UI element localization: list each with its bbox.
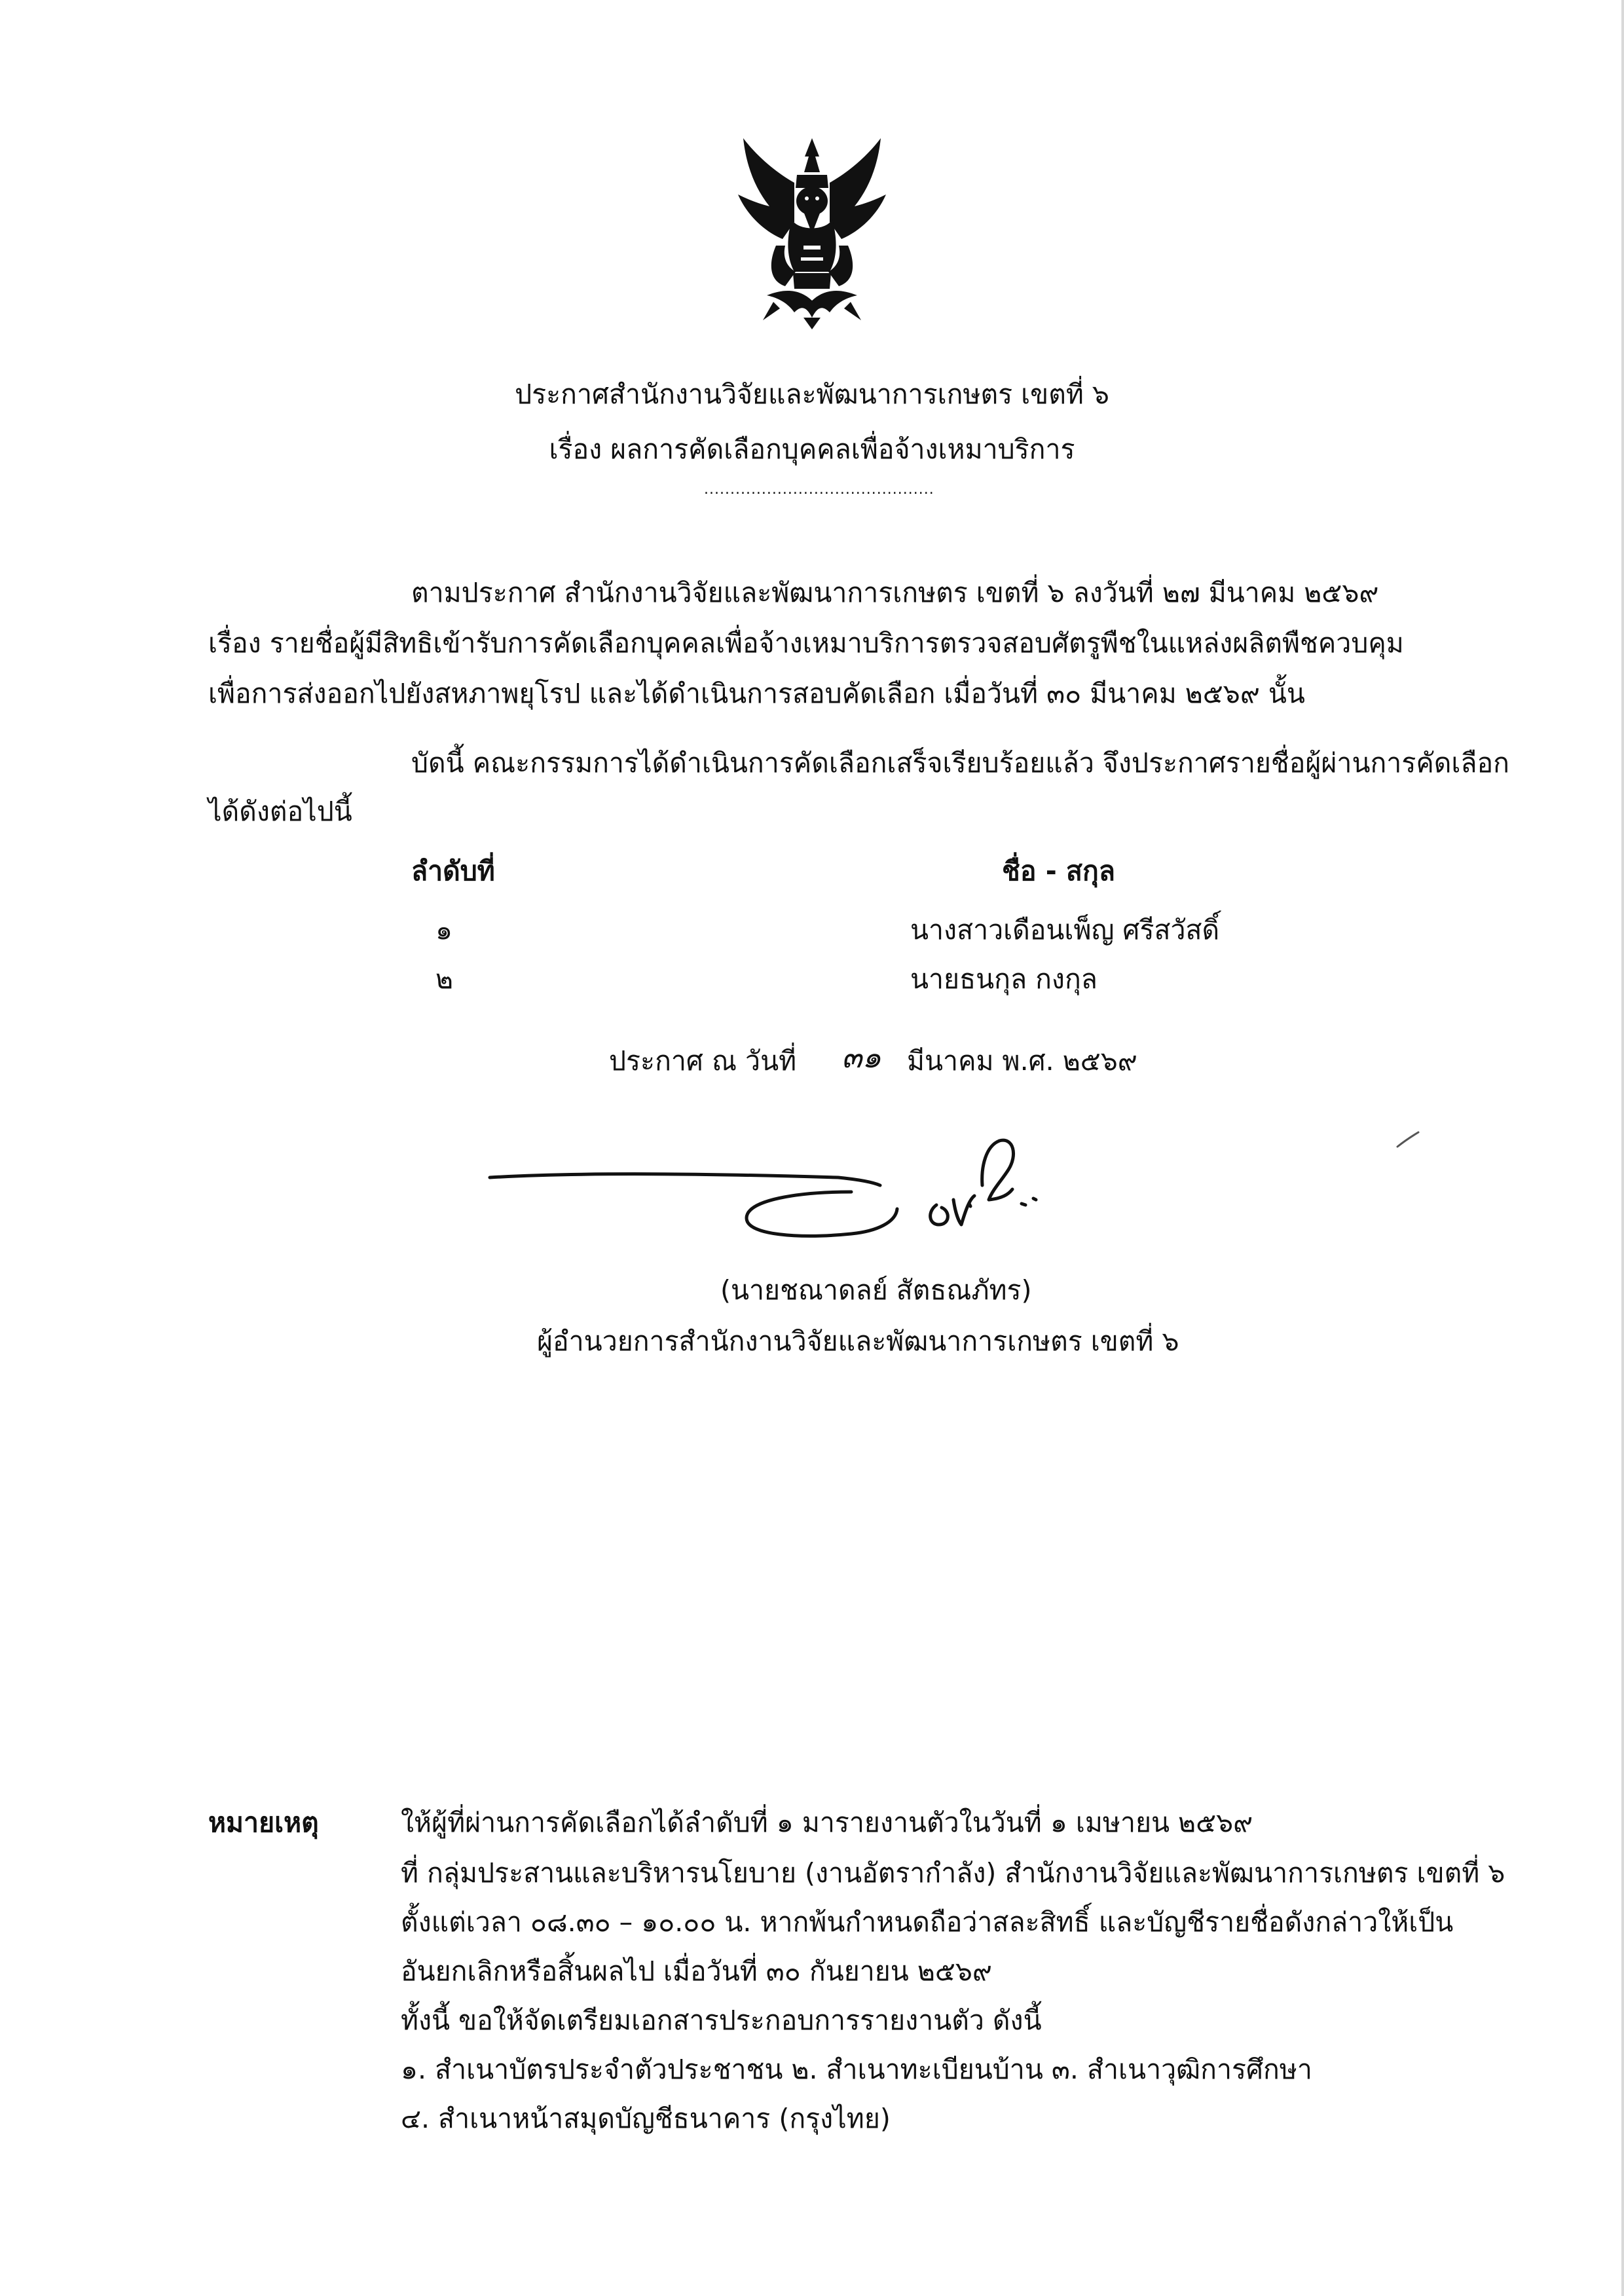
paragraph-2-line-2: ได้ดังต่อไปนี้ xyxy=(208,796,352,827)
note-line-7: ๔. สำเนาหน้าสมุดบัญชีธนาคาร (กรุงไทย) xyxy=(401,2103,891,2134)
note-line-1: ให้ผู้ที่ผ่านการคัดเลือกได้ลำดับที่ ๑ มารายงานตัวในวันที่ ๑ เมษายน ๒๕๖๙ xyxy=(401,1807,1253,1838)
announcement-title: ประกาศสำนักงานวิจัยและพัฒนาการเกษตร เขตที่ ๖ xyxy=(515,379,1109,410)
announce-date-suffix: มีนาคม พ.ศ. ๒๕๖๙ xyxy=(907,1045,1137,1077)
title-separator: ............................................ xyxy=(704,482,934,498)
announce-date-day: ๓๑ xyxy=(841,1039,881,1075)
note-line-4: อันยกเลิกหรือสิ้นผลไป เมื่อวันที่ ๓๐ กันยายน ๒๕๖๙ xyxy=(401,1955,992,1987)
note-label: หมายเหตุ xyxy=(208,1807,319,1838)
result-row-1-name: นางสาวเดือนเพ็ญ ศรีสวัสดิ์ xyxy=(910,914,1220,946)
column-header-order: ลำดับที่ xyxy=(411,855,495,887)
paragraph-1-line-2: เรื่อง รายชื่อผู้มีสิทธิเข้ารับการคัดเลือกบุคคลเพื่อจ้างเหมาบริการตรวจสอบศัตรูพืชในแหล่งผลิตพืชควบคุม xyxy=(208,627,1404,659)
note-line-5: ทั้งนี้ ขอให้จัดเตรียมเอกสารประกอบการรายงานตัว ดังนี้ xyxy=(401,2005,1042,2036)
garuda-emblem-icon xyxy=(730,134,894,331)
signatory-position: ผู้อำนวยการสำนักงานวิจัยและพัฒนาการเกษตร เขตที่ ๖ xyxy=(537,1325,1179,1357)
paragraph-1-line-1: ตามประกาศ สำนักงานวิจัยและพัฒนาการเกษตร เขตที่ ๖ ลงวันที่ ๒๗ มีนาคม ๒๕๖๙ xyxy=(411,577,1379,608)
paragraph-2-line-1: บัดนี้ คณะกรรมการได้ดำเนินการคัดเลือกเสร็จเรียบร้อยแล้ว จึงประกาศรายชื่อผู้ผ่านการคัดเลือก xyxy=(411,747,1509,779)
paragraph-1-line-3: เพื่อการส่งออกไปยังสหภาพยุโรป และได้ดำเนินการสอบคัดเลือก เมื่อวันที่ ๓๐ มีนาคม ๒๕๖๙ นั้น xyxy=(208,678,1305,709)
scan-edge xyxy=(1621,0,1624,2296)
announce-date-prefix: ประกาศ ณ วันที่ xyxy=(609,1045,797,1077)
column-header-name: ชื่อ - สกุล xyxy=(1002,855,1115,887)
result-row-2-order: ๒ xyxy=(435,963,454,995)
signatory-name: (นายชณาดลย์ สัตธณภัทร) xyxy=(720,1274,1032,1306)
note-line-6: ๑. สำเนาบัตรประจำตัวประชาชน ๒. สำเนาทะเบียนบ้าน ๓. สำเนาวุฒิการศึกษา xyxy=(401,2054,1312,2085)
stray-pen-mark xyxy=(1395,1130,1421,1149)
announcement-subject: เรื่อง ผลการคัดเลือกบุคคลเพื่อจ้างเหมาบริการ xyxy=(549,434,1075,465)
note-line-2: ที่ กลุ่มประสานและบริหารนโยบาย (งานอัตรากำลัง) สำนักงานวิจัยและพัฒนาการเกษตร เขตที่ ๖ xyxy=(401,1857,1505,1889)
result-row-2-name: นายธนกุล กงกุล xyxy=(910,963,1098,995)
result-row-1-order: ๑ xyxy=(435,914,453,946)
signature-mark xyxy=(485,1126,1113,1257)
note-line-3: ตั้งแต่เวลา ๐๘.๓๐ – ๑๐.๐๐ น. หากพ้นกำหนดถือว่าสละสิทธิ์ และบัญชีรายชื่อดังกล่าวให้เป็น xyxy=(401,1906,1454,1938)
